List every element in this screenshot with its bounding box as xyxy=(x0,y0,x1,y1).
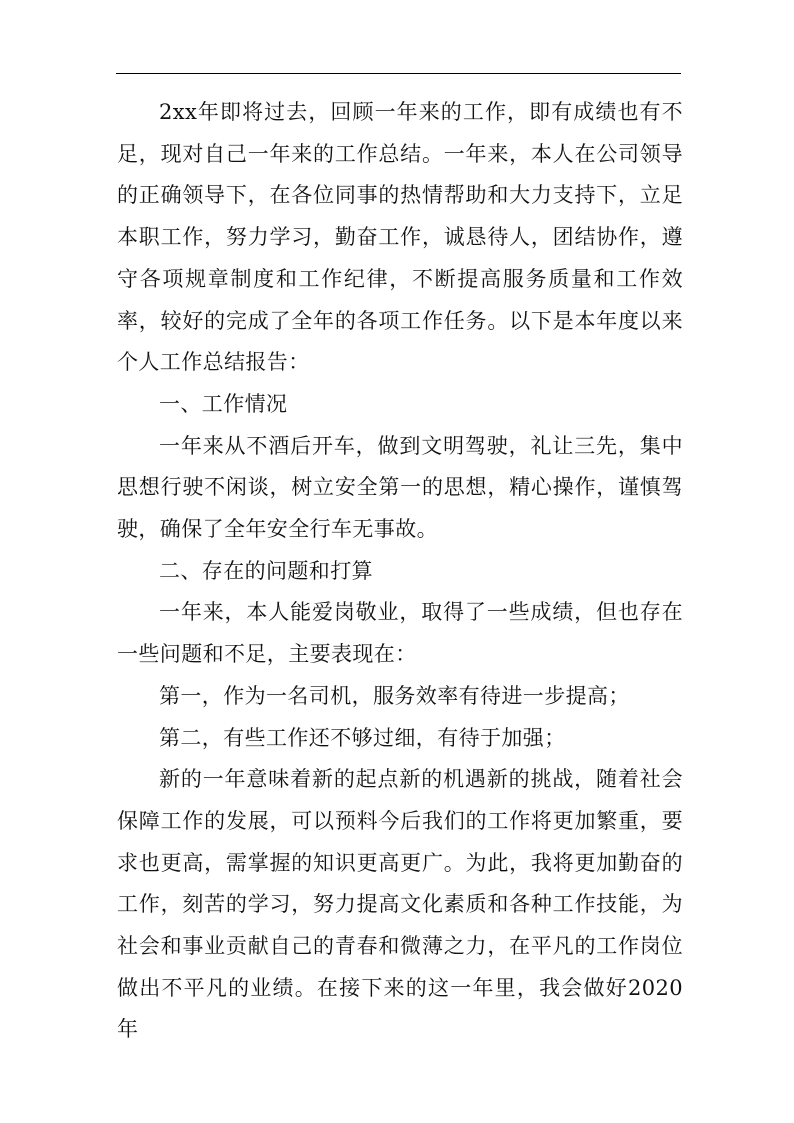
section-heading-problems-plans: 二、存在的问题和打算 xyxy=(159,558,373,583)
problem-item-1: 第一，作为一名司机，服务效率有待进一步提高； xyxy=(159,683,630,708)
problems-paragraph: 一年来，本人能爱岗敬业，取得了一些成绩，但也存在一些问题和不足，主要表现在： xyxy=(117,600,683,667)
intro-paragraph: 2xx年即将过去，回顾一年来的工作，即有成绩也有不足，现对自己一年来的工作总结。一年来，本人在公司领导的正确领导下，在各位同事的热情帮助和大力支持下，立足本职工作，努力学习，勤奋工作，诚恳待人，团结协作，遵守各项规章制度和工作纪律，不断提高服务质量和工作效率，较好的完成了全年的各项工作任务。以下是本年度以来个人工作总结报告： xyxy=(117,100,683,375)
plans-paragraph: 新的一年意味着新的起点新的机遇新的挑战，随着社会保障工作的发展，可以预料今后我们的工作将更加繁重，要求也更高，需掌握的知识更高更广。为此，我将更加勤奋的工作，刻苦的学习，努力提高文化素质和各种工作技能，为社会和事业贡献自己的青春和微薄之力，在平凡的工作岗位做出不平凡的业绩。在接下来的这一年里，我会做好2020年 xyxy=(117,767,683,1042)
document-body xyxy=(117,92,683,1051)
header-rule xyxy=(116,73,681,74)
problem-item-2: 第二，有些工作还不够过细，有待于加强； xyxy=(159,725,566,750)
work-status-paragraph: 一年来从不酒后开车，做到文明驾驶，礼让三先，集中思想行驶不闲谈，树立安全第一的思想，精心操作，谨慎驾驶，确保了全年安全行车无事故。 xyxy=(117,433,683,542)
section-heading-work-status: 一、工作情况 xyxy=(159,391,288,416)
